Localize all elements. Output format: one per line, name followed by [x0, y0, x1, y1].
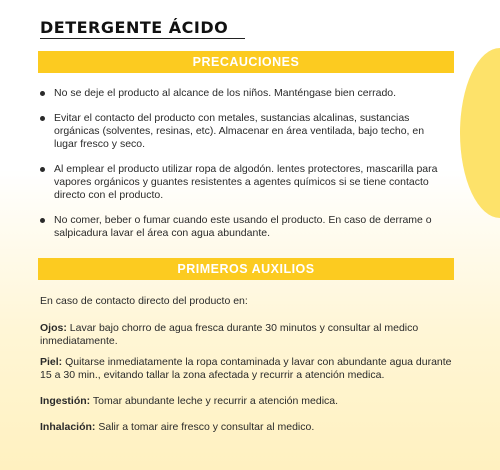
first-aid-text: Lavar bajo chorro de agua fresca durante 30 minutos y consultar al medico inmediatamente.: [40, 322, 419, 347]
title-underline: [40, 38, 245, 39]
first-aid-eyes: [40, 322, 455, 348]
first-aid-inhalation: [40, 421, 455, 434]
page-title: DETERGENTE ÁCIDO: [40, 18, 229, 37]
precaution-item: Evitar el contacto del producto con metales, sustancias alcalinas, sustancias orgánicas (solventes, resinas, etc). Almacenar en área ventilada, bajo techo, en lugar fresco y seco.: [40, 112, 450, 151]
precautions-list: [40, 87, 450, 252]
precaution-item: No comer, beber o fumar cuando este usando el producto. En caso de derrame o salpicadura lavar el área con agua abundante.: [40, 214, 450, 240]
first-aid-text: Quitarse inmediatamente la ropa contaminada y lavar con abundante agua durante 15 a 30 min., evitando tallar la zona afectada y recurrir a atención medica.: [40, 356, 452, 381]
precaution-item: Al emplear el producto utilizar ropa de algodón. lentes protectores, mascarilla para vapores orgánicos y guantes resistentes a agentes químicos si se tiene contacto directo con el producto.: [40, 163, 450, 202]
precautions-banner: PRECAUCIONES: [38, 51, 454, 73]
first-aid-intro: En caso de contacto directo del producto en:: [40, 295, 248, 307]
first-aid-label: Inhalación:: [40, 421, 96, 433]
first-aid-label: Piel:: [40, 356, 63, 368]
precaution-item: No se deje el producto al alcance de los niños. Manténgase bien cerrado.: [40, 87, 450, 100]
first-aid-ingestion: [40, 395, 455, 408]
first-aid-banner: PRIMEROS AUXILIOS: [38, 258, 454, 280]
first-aid-text: Tomar abundante leche y recurrir a atención medica.: [90, 395, 339, 407]
first-aid-skin: [40, 356, 455, 382]
decorative-curve: [460, 48, 500, 218]
first-aid-text: Salir a tomar aire fresco y consultar al medico.: [95, 421, 315, 433]
first-aid-label: Ojos:: [40, 322, 67, 334]
first-aid-label: Ingestión:: [40, 395, 91, 407]
